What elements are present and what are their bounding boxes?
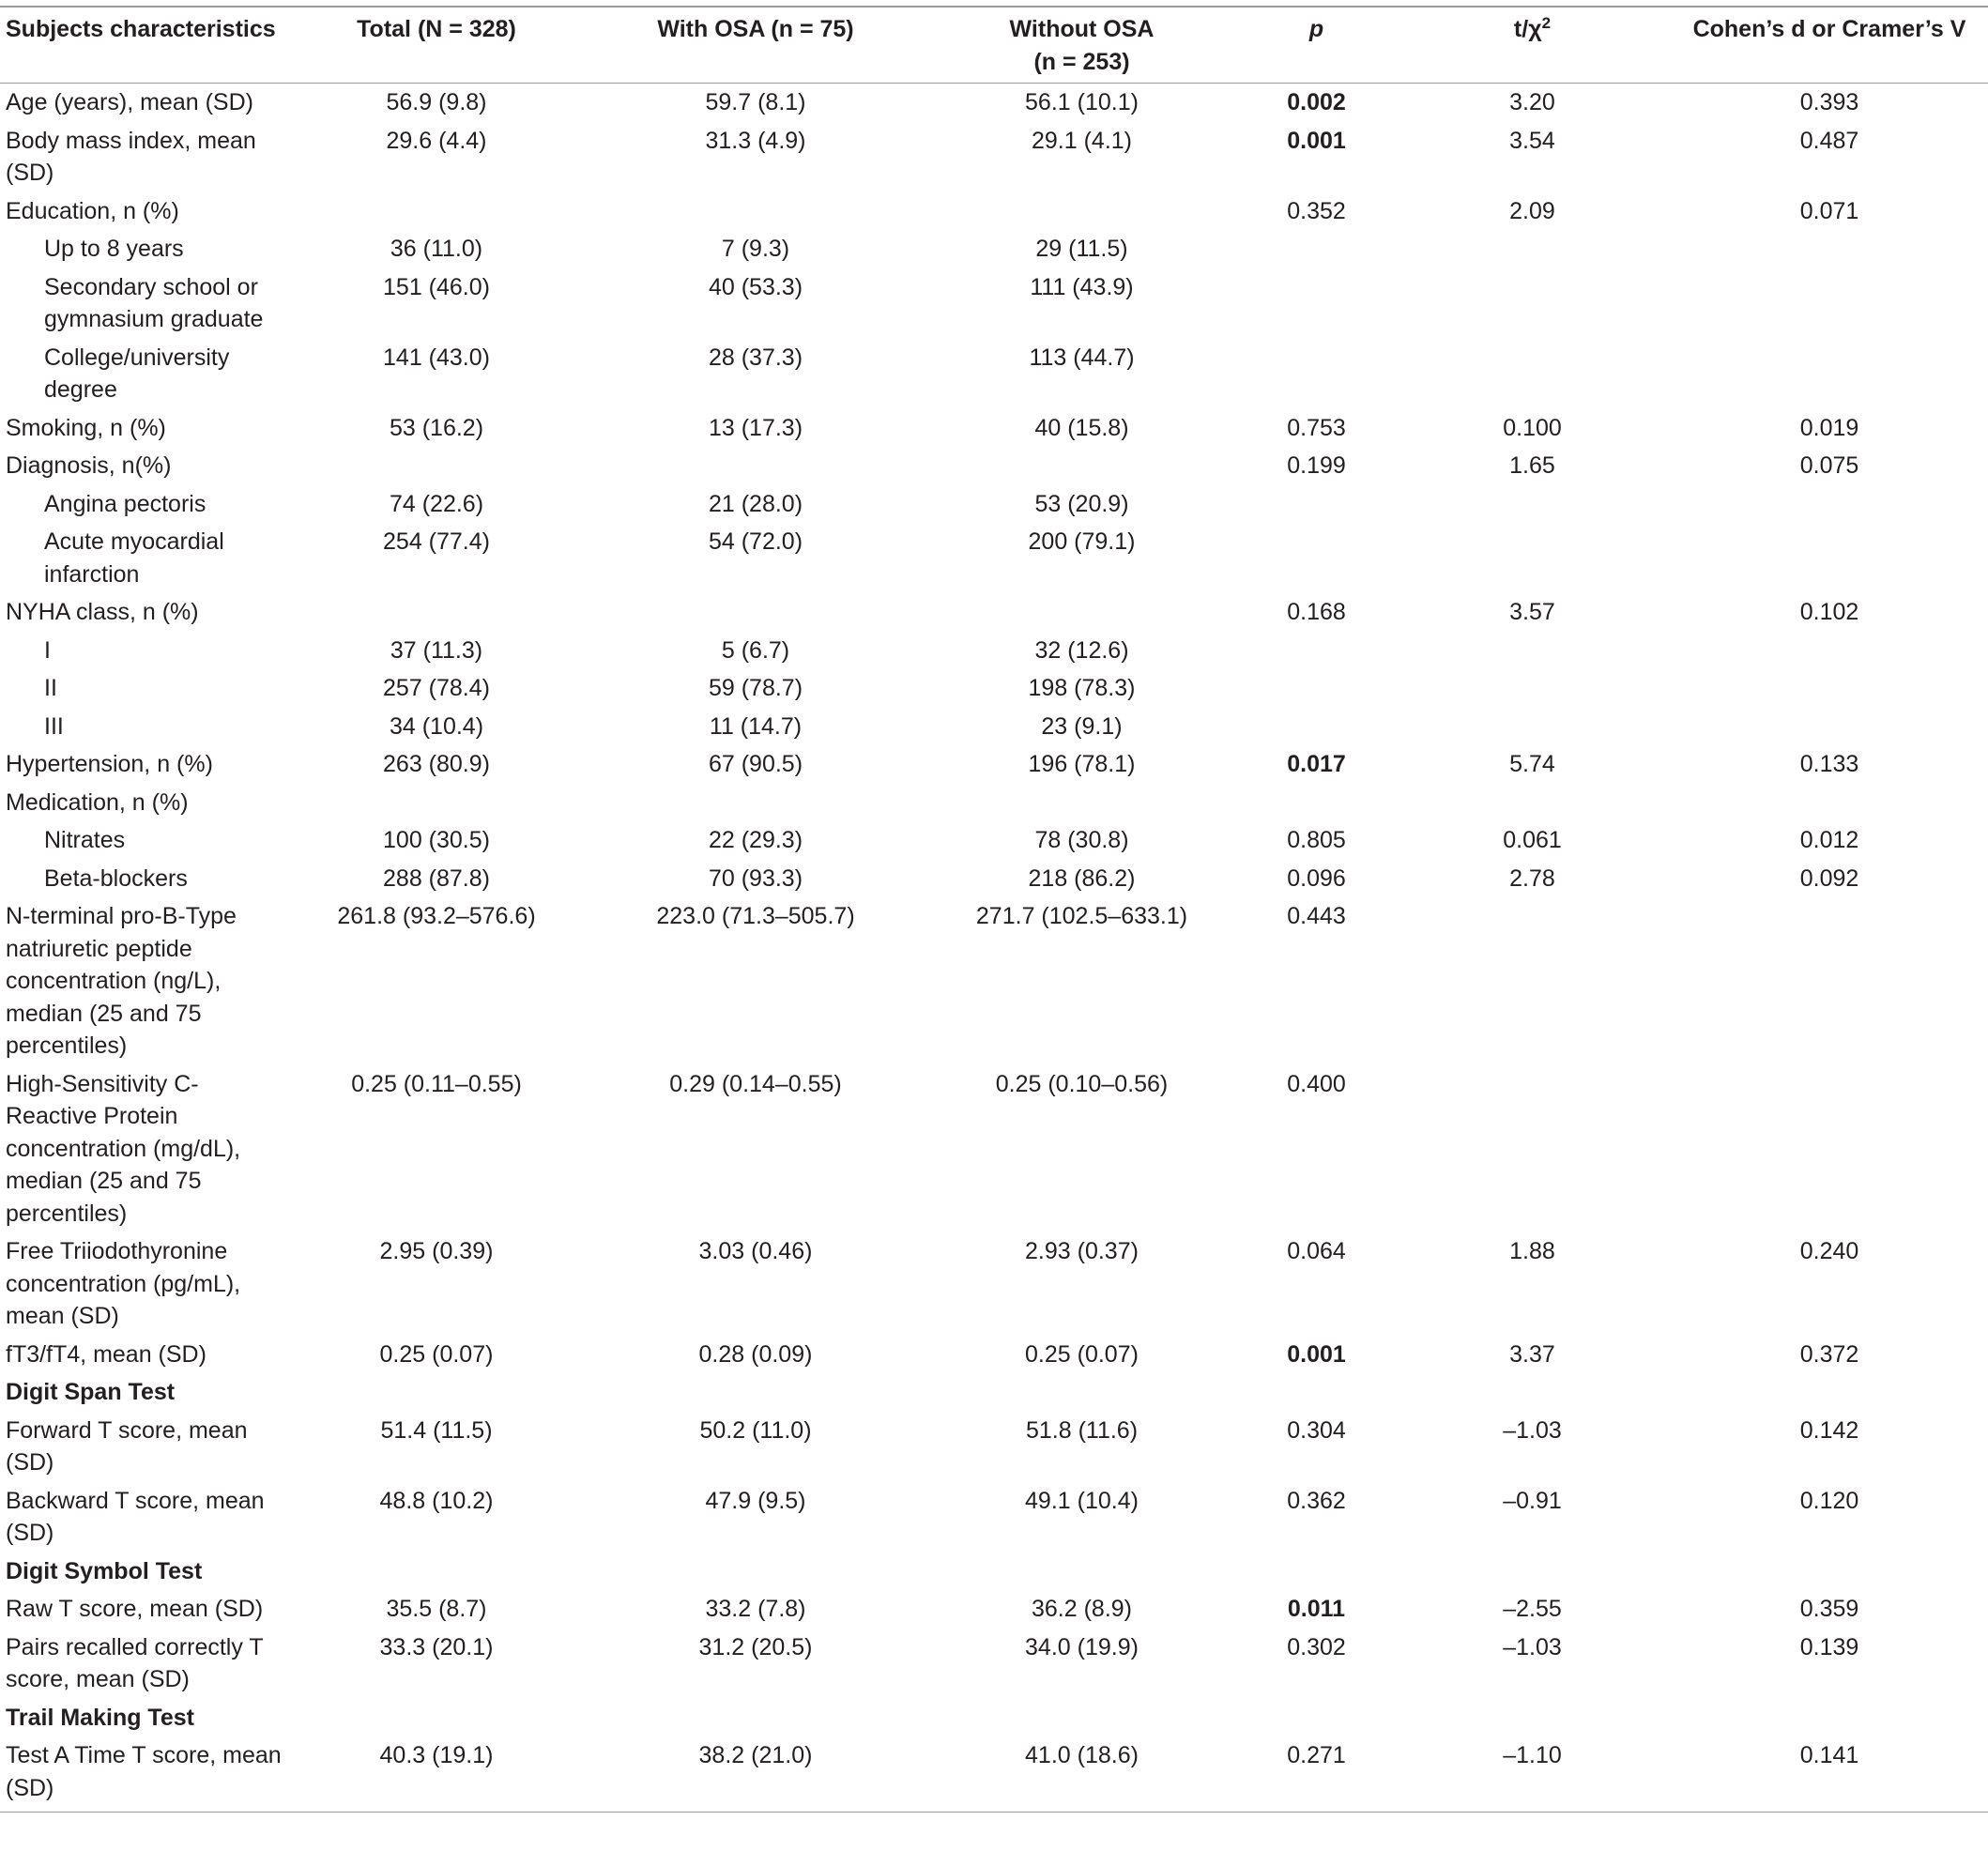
row-label: Forward T score, mean (SD) xyxy=(6,1416,248,1476)
cell-effect-size: 0.133 xyxy=(1799,751,1859,777)
cell-test-statistic xyxy=(1394,708,1671,746)
row-label: NYHA class, n (%) xyxy=(6,599,199,625)
cell-test-statistic: 3.37 xyxy=(1509,1340,1555,1368)
cell-total: 257 (78.4) xyxy=(383,675,490,701)
cell-test-statistic: 3.57 xyxy=(1509,599,1555,625)
cell-test-statistic xyxy=(1394,339,1671,409)
cell-without-osa: 49.1 (10.4) xyxy=(1025,1487,1139,1514)
cell-p-value xyxy=(1239,1373,1394,1412)
cell-without-osa xyxy=(925,1373,1239,1412)
row-label: Diagnosis, n(%) xyxy=(6,452,172,479)
cell-with-osa xyxy=(587,784,925,822)
table-row xyxy=(0,447,1988,485)
table-row xyxy=(0,1590,1988,1629)
table-row xyxy=(0,669,1988,708)
cell-without-osa: 196 (78.1) xyxy=(1028,751,1136,777)
cell-effect-size: 0.120 xyxy=(1799,1487,1859,1514)
table-row xyxy=(0,784,1988,822)
table-row xyxy=(0,632,1988,670)
cell-total: 33.3 (20.1) xyxy=(379,1633,494,1660)
cell-with-osa: 67 (90.5) xyxy=(708,751,803,777)
header-p-value: p xyxy=(1239,7,1394,84)
row-label: Raw T score, mean (SD) xyxy=(6,1596,264,1622)
cell-effect-size xyxy=(1671,268,1988,339)
cell-without-osa: 40 (15.8) xyxy=(1034,414,1129,441)
cell-total: 34 (10.4) xyxy=(389,712,484,740)
table-row xyxy=(0,1412,1988,1482)
cell-with-osa: 3.03 (0.46) xyxy=(698,1238,813,1264)
cell-p-value xyxy=(1239,708,1394,746)
cell-total: 2.95 (0.39) xyxy=(379,1238,494,1264)
header-test-statistic-label: t/χ xyxy=(1513,16,1542,42)
table-row xyxy=(0,84,1988,122)
cell-test-statistic xyxy=(1394,632,1671,670)
cell-p-value: 0.011 xyxy=(1287,1596,1346,1622)
cell-with-osa: 47.9 (9.5) xyxy=(705,1487,806,1514)
cell-with-osa: 22 (29.3) xyxy=(708,827,803,853)
cell-test-statistic: –1.03 xyxy=(1503,1416,1562,1444)
cell-effect-size xyxy=(1671,485,1988,524)
cell-with-osa: 38.2 (21.0) xyxy=(587,1736,925,1813)
table-row xyxy=(0,485,1988,524)
cell-total: 35.5 (8.7) xyxy=(386,1596,487,1622)
table-row xyxy=(0,1232,1988,1336)
table-row xyxy=(0,523,1988,593)
cell-test-statistic: –1.03 xyxy=(1503,1633,1562,1660)
row-label: College/university degree xyxy=(44,344,230,403)
table-row xyxy=(0,339,1988,409)
cell-with-osa: 40 (53.3) xyxy=(708,273,803,300)
cell-test-statistic xyxy=(1394,523,1671,593)
row-label: High-Sensitivity C-Reactive Protein concentration (mg/dL), median (25 and 75 percentiles) xyxy=(6,1070,241,1227)
cell-with-osa: 7 (9.3) xyxy=(721,236,790,262)
cell-with-osa xyxy=(587,1553,925,1591)
cell-without-osa xyxy=(925,784,1239,822)
header-without-osa-line2: (n = 253) xyxy=(1033,48,1130,75)
cell-test-statistic xyxy=(1394,669,1671,708)
cell-total: 261.8 (93.2–576.6) xyxy=(337,903,536,929)
cell-effect-size: 0.372 xyxy=(1799,1340,1859,1368)
cell-total: 151 (46.0) xyxy=(383,273,490,300)
header-row xyxy=(0,7,1988,84)
cell-without-osa xyxy=(925,1553,1239,1591)
cell-without-osa: 218 (86.2) xyxy=(1028,864,1136,892)
cell-total: 74 (22.6) xyxy=(389,490,484,517)
cell-total: 56.9 (9.8) xyxy=(386,89,487,115)
cell-without-osa: 56.1 (10.1) xyxy=(1025,89,1139,115)
cell-with-osa: 21 (28.0) xyxy=(708,490,803,517)
table-row xyxy=(0,268,1988,339)
cell-p-value xyxy=(1239,669,1394,708)
cell-with-osa: 11 (14.7) xyxy=(709,712,803,740)
cell-p-value: 0.352 xyxy=(1287,197,1346,224)
row-label: Free Triiodothyronine concentration (pg/mL), mean (SD) xyxy=(6,1238,241,1329)
cell-effect-size: 0.141 xyxy=(1671,1736,1988,1813)
header-effect-size: Cohen’s d or Cramer’s V xyxy=(1671,7,1988,84)
row-label: Test A Time T score, mean (SD) xyxy=(0,1736,286,1813)
cell-test-statistic: –2.55 xyxy=(1503,1596,1562,1622)
cell-p-value: 0.805 xyxy=(1287,827,1346,853)
cell-total: 100 (30.5) xyxy=(383,827,490,853)
cell-test-statistic: 1.65 xyxy=(1509,452,1555,479)
row-label: Acute myocardial infarction xyxy=(44,528,224,588)
cell-effect-size xyxy=(1671,1699,1988,1737)
cell-test-statistic: 2.09 xyxy=(1509,197,1555,224)
cell-effect-size xyxy=(1671,632,1988,670)
cell-without-osa: 271.7 (102.5–633.1) xyxy=(975,903,1188,929)
cell-without-osa: 2.93 (0.37) xyxy=(1025,1238,1139,1264)
cell-with-osa: 0.28 (0.09) xyxy=(698,1340,813,1368)
cell-effect-size: 0.092 xyxy=(1799,864,1859,892)
cell-effect-size xyxy=(1671,784,1988,822)
cell-effect-size: 0.139 xyxy=(1799,1633,1859,1660)
cell-test-statistic: 0.100 xyxy=(1503,414,1562,441)
cell-effect-size: 0.393 xyxy=(1799,89,1859,115)
cell-p-value: 0.271 xyxy=(1239,1736,1394,1813)
cell-total xyxy=(286,784,587,822)
cell-with-osa xyxy=(587,1373,925,1412)
cell-effect-size xyxy=(1671,1373,1988,1412)
cell-with-osa xyxy=(587,593,925,632)
cell-test-statistic xyxy=(1394,897,1671,1065)
header-test-statistic-superscript: 2 xyxy=(1541,14,1552,32)
cell-test-statistic: 5.74 xyxy=(1509,751,1555,777)
cell-total xyxy=(286,1373,587,1412)
cell-without-osa: 29 (11.5) xyxy=(1035,236,1128,262)
cell-total: 36 (11.0) xyxy=(390,236,483,262)
cell-test-statistic xyxy=(1394,1699,1671,1737)
cell-with-osa: 54 (72.0) xyxy=(708,528,803,555)
cell-effect-size: 0.102 xyxy=(1799,599,1859,625)
cell-test-statistic xyxy=(1394,784,1671,822)
row-label: Education, n (%) xyxy=(6,197,179,224)
cell-without-osa: 32 (12.6) xyxy=(1034,636,1129,664)
section-header-row xyxy=(0,1553,1988,1591)
table-row xyxy=(0,1336,1988,1374)
cell-without-osa: 36.2 (8.9) xyxy=(1031,1596,1132,1622)
cell-without-osa: 23 (9.1) xyxy=(1041,712,1123,740)
cell-p-value: 0.002 xyxy=(1287,89,1346,115)
table-row xyxy=(0,409,1988,448)
cell-without-osa: 200 (79.1) xyxy=(1028,528,1136,555)
cell-with-osa: 223.0 (71.3–505.7) xyxy=(656,903,855,929)
cell-without-osa: 29.1 (4.1) xyxy=(1031,127,1132,154)
table-row xyxy=(0,1736,1988,1813)
cell-p-value xyxy=(1239,1699,1394,1737)
cell-total: 48.8 (10.2) xyxy=(379,1487,494,1514)
cell-p-value xyxy=(1239,523,1394,593)
cell-p-value xyxy=(1239,1553,1394,1591)
cell-test-statistic xyxy=(1394,230,1671,268)
cell-p-value: 0.443 xyxy=(1287,903,1346,929)
cell-without-osa: 0.25 (0.10–0.56) xyxy=(995,1070,1169,1097)
cell-without-osa: 53 (20.9) xyxy=(1034,490,1129,517)
cell-p-value: 0.064 xyxy=(1287,1238,1346,1264)
row-label: I xyxy=(44,636,51,664)
cell-p-value: 0.753 xyxy=(1287,414,1346,441)
table-body xyxy=(0,84,1988,1813)
cell-test-statistic xyxy=(1394,485,1671,524)
row-label: Body mass index, mean (SD) xyxy=(6,127,256,186)
cell-effect-size: 0.359 xyxy=(1799,1596,1859,1622)
cell-with-osa: 28 (37.3) xyxy=(708,344,803,371)
header-with-osa: With OSA (n = 75) xyxy=(587,7,925,84)
row-label: Backward T score, mean (SD) xyxy=(6,1487,265,1546)
cell-test-statistic xyxy=(1394,1373,1671,1412)
header-test-statistic xyxy=(1394,7,1671,84)
cell-p-value: 0.302 xyxy=(1287,1633,1346,1660)
cell-total: 141 (43.0) xyxy=(383,344,490,371)
cell-without-osa xyxy=(925,1699,1239,1737)
cell-effect-size xyxy=(1671,1553,1988,1591)
header-characteristics: Subjects characteristics xyxy=(0,7,286,84)
cell-without-osa: 78 (30.8) xyxy=(1034,827,1129,853)
cell-with-osa: 33.2 (7.8) xyxy=(705,1596,806,1622)
cell-total: 53 (16.2) xyxy=(389,414,484,441)
cell-without-osa: 34.0 (19.9) xyxy=(1025,1633,1139,1660)
cell-test-statistic: 3.20 xyxy=(1509,89,1555,115)
cell-with-osa: 5 (6.7) xyxy=(721,636,790,664)
row-label: Trail Making Test xyxy=(6,1704,194,1731)
cell-effect-size: 0.012 xyxy=(1799,827,1859,853)
cell-without-osa: 0.25 (0.07) xyxy=(1025,1340,1139,1368)
table-row xyxy=(0,897,1988,1065)
cell-effect-size: 0.240 xyxy=(1799,1238,1859,1264)
row-label: Secondary school or gymnasium graduate xyxy=(44,273,264,332)
cell-total xyxy=(286,1699,587,1737)
cell-total: 51.4 (11.5) xyxy=(380,1416,493,1444)
cell-test-statistic: 3.54 xyxy=(1509,127,1555,154)
cell-without-osa: 41.0 (18.6) xyxy=(925,1736,1239,1813)
cell-effect-size: 0.487 xyxy=(1799,127,1859,154)
row-label: Pairs recalled correctly T score, mean (SD) xyxy=(6,1633,264,1692)
cell-p-value xyxy=(1239,339,1394,409)
table-row xyxy=(0,1065,1988,1233)
row-label: N-terminal pro-B-Type natriuretic peptide concentration (ng/L), median (25 and 75 percentiles) xyxy=(6,903,237,1059)
row-label: Digit Span Test xyxy=(6,1379,176,1405)
cell-total: 263 (80.9) xyxy=(383,751,490,777)
cell-p-value: 0.304 xyxy=(1287,1416,1346,1444)
row-label: Medication, n (%) xyxy=(6,788,189,816)
row-label: Up to 8 years xyxy=(44,236,184,262)
table-row xyxy=(0,122,1988,192)
cell-total: 288 (87.8) xyxy=(383,864,490,892)
cell-p-value xyxy=(1239,268,1394,339)
cell-effect-size xyxy=(1671,669,1988,708)
characteristics-table xyxy=(0,6,1988,1813)
row-label: Hypertension, n (%) xyxy=(6,751,213,777)
cell-without-osa: 51.8 (11.6) xyxy=(1025,1416,1139,1444)
table-row xyxy=(0,230,1988,268)
row-label: II xyxy=(44,675,57,701)
cell-effect-size xyxy=(1671,1065,1988,1233)
cell-effect-size: 0.075 xyxy=(1799,452,1859,479)
cell-total: 40.3 (19.1) xyxy=(286,1736,587,1813)
cell-p-value: 0.096 xyxy=(1287,864,1346,892)
cell-without-osa: 113 (44.7) xyxy=(1029,344,1135,371)
table-row xyxy=(0,860,1988,898)
row-label: Age (years), mean (SD) xyxy=(6,89,253,115)
cell-effect-size xyxy=(1671,339,1988,409)
cell-with-osa: 50.2 (11.0) xyxy=(699,1416,812,1444)
row-label: III xyxy=(44,712,64,740)
cell-test-statistic: 2.78 xyxy=(1509,864,1555,892)
cell-p-value: 0.199 xyxy=(1287,452,1346,479)
cell-test-statistic xyxy=(1394,268,1671,339)
cell-effect-size xyxy=(1671,230,1988,268)
table-row xyxy=(0,1482,1988,1553)
cell-without-osa xyxy=(925,447,1239,485)
table-row xyxy=(0,593,1988,632)
cell-with-osa: 0.29 (0.14–0.55) xyxy=(669,1070,842,1097)
cell-p-value: 0.001 xyxy=(1287,1340,1346,1368)
cell-effect-size xyxy=(1671,897,1988,1065)
row-label: Nitrates xyxy=(44,827,126,853)
cell-p-value: 0.400 xyxy=(1287,1070,1346,1097)
cell-with-osa: 59.7 (8.1) xyxy=(705,89,806,115)
cell-p-value xyxy=(1239,485,1394,524)
cell-total: 0.25 (0.11–0.55) xyxy=(351,1070,522,1097)
row-label: Beta-blockers xyxy=(44,864,188,892)
cell-total: 254 (77.4) xyxy=(383,528,490,555)
cell-with-osa: 13 (17.3) xyxy=(708,414,803,441)
cell-test-statistic: 0.061 xyxy=(1503,827,1562,853)
cell-p-value xyxy=(1239,784,1394,822)
cell-test-statistic xyxy=(1394,1065,1671,1233)
cell-p-value: 0.017 xyxy=(1287,751,1346,777)
cell-total xyxy=(286,192,587,231)
cell-effect-size: 0.019 xyxy=(1799,414,1859,441)
section-header-row xyxy=(0,1373,1988,1412)
cell-test-statistic xyxy=(1394,1553,1671,1591)
table-row xyxy=(0,1629,1988,1699)
table-row xyxy=(0,821,1988,860)
cell-p-value xyxy=(1239,632,1394,670)
cell-test-statistic: –0.91 xyxy=(1503,1487,1562,1514)
header-without-osa-line1: Without OSA xyxy=(1009,16,1155,42)
cell-total: 0.25 (0.07) xyxy=(379,1340,494,1368)
cell-test-statistic: –1.10 xyxy=(1394,1736,1671,1813)
cell-with-osa xyxy=(587,447,925,485)
cell-test-statistic: 1.88 xyxy=(1509,1238,1555,1264)
cell-effect-size: 0.142 xyxy=(1799,1416,1859,1444)
cell-effect-size xyxy=(1671,708,1988,746)
cell-with-osa: 59 (78.7) xyxy=(708,675,803,701)
row-label: fT3/fT4, mean (SD) xyxy=(6,1340,206,1368)
table-row xyxy=(0,708,1988,746)
table-header xyxy=(0,7,1988,84)
cell-effect-size: 0.071 xyxy=(1799,197,1859,224)
cell-total xyxy=(286,1553,587,1591)
cell-p-value: 0.001 xyxy=(1287,127,1346,154)
header-without-osa xyxy=(925,7,1239,84)
cell-total xyxy=(286,447,587,485)
row-label: Angina pectoris xyxy=(44,490,206,517)
section-header-row xyxy=(0,1699,1988,1737)
cell-with-osa: 70 (93.3) xyxy=(708,864,803,892)
cell-total: 37 (11.3) xyxy=(390,636,483,664)
cell-effect-size xyxy=(1671,523,1988,593)
cell-p-value xyxy=(1239,230,1394,268)
row-label: Smoking, n (%) xyxy=(6,414,166,441)
table-row xyxy=(0,192,1988,231)
cell-p-value: 0.362 xyxy=(1287,1487,1346,1514)
cell-without-osa: 111 (43.9) xyxy=(1030,273,1134,300)
cell-with-osa: 31.3 (4.9) xyxy=(705,127,806,154)
cell-without-osa xyxy=(925,192,1239,231)
cell-with-osa xyxy=(587,1699,925,1737)
cell-without-osa: 198 (78.3) xyxy=(1028,675,1136,701)
cell-p-value: 0.168 xyxy=(1287,599,1346,625)
table-row xyxy=(0,745,1988,784)
cell-with-osa xyxy=(587,192,925,231)
cell-total: 29.6 (4.4) xyxy=(386,127,487,154)
row-label: Digit Symbol Test xyxy=(6,1557,203,1584)
cell-with-osa: 31.2 (20.5) xyxy=(698,1633,813,1660)
cell-total xyxy=(286,593,587,632)
cell-without-osa xyxy=(925,593,1239,632)
header-total: Total (N = 328) xyxy=(286,7,587,84)
